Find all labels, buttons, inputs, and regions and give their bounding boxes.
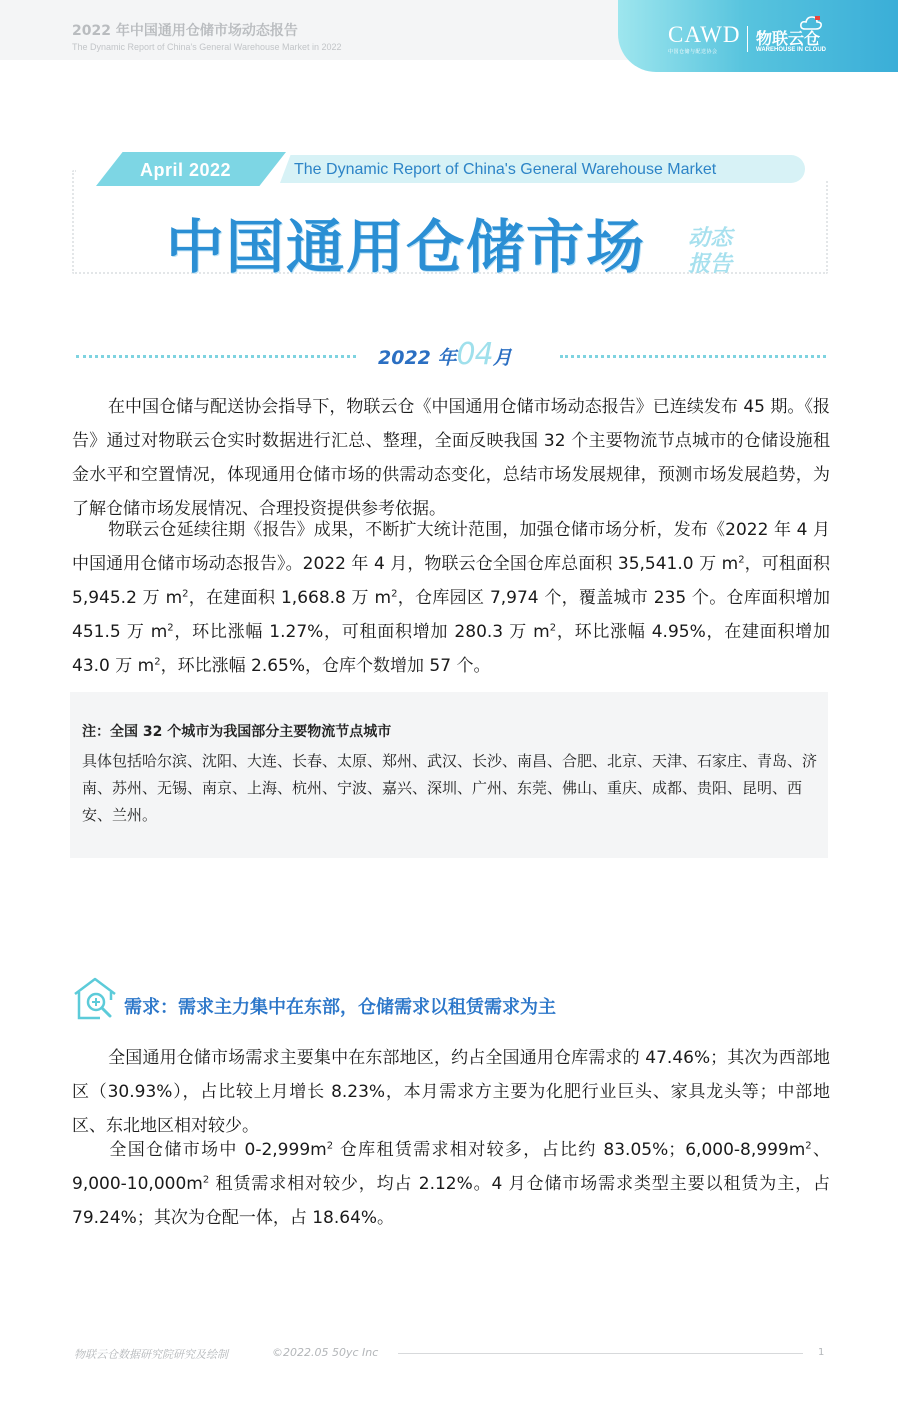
date-month: 04 <box>456 337 493 372</box>
main-title: 中国通用仓储市场 <box>166 213 647 281</box>
date-dots-left <box>76 355 356 358</box>
english-title: The Dynamic Report of China's General Warehouse Market <box>294 161 717 178</box>
date-month-suffix: 月 <box>492 347 512 369</box>
house-search-icon <box>72 976 118 1020</box>
logo-divider <box>747 26 748 52</box>
cawd-logo: CAWD <box>668 22 741 47</box>
side-title: 动态报告 <box>688 226 733 278</box>
footer-source: 物联云仓数据研究院研究及绘制 <box>74 1348 228 1361</box>
report-header-subtitle: The Dynamic Report of China's General Warehouse Market in 2022 <box>72 42 342 52</box>
demand-paragraph-2: 全国仓储市场中 $0-2,999m^2$ 仓库租赁需求相对较多，占比约 83.05%；$6,000-8,999m^2$、$9,000-10,000m^2$ 租赁需求相对较少，均占 2.12%。4 月仓储市场需求类型主要以租赁为主，占 79.24%；其次为仓配一体，占 18.64%。 <box>72 1140 830 1228</box>
footer-divider <box>398 1353 803 1354</box>
report-header-title: 2022 年中国通用仓储市场动态报告 <box>72 23 298 39</box>
intro-paragraph-2: 物联云仓延续往期《报告》成果，不断扩大统计范围，加强仓储市场分析，发布《2022 年 4 月中国通用仓储市场动态报告》。2022 年 4 月，物联云仓全国仓库总面积 35,541.0 万 $m^2$，可租面积 5,945.2 万 $m^2$，在建面积 1,668.8 万 $m^2$，仓库园区 7,974 个，覆盖城市 235 个。仓库面积增加 451.5 万 $m^2$，环比涨幅 1.27%，可租面积增加 280.3 万 $m^2$，环比涨幅 4.95%，在建面积增加 43.0 万 $m^2$，环比涨幅 2.65%，仓库个数增加 57 个。 <box>72 520 831 676</box>
note-title: 注：全国 32 个城市为我国部分主要物流节点城市 <box>82 724 392 740</box>
footer-copyright: ©2022.05 50yc Inc <box>272 1346 379 1359</box>
month-tag: April 2022 <box>140 160 232 180</box>
wlc-logo-subtitle: WAREHOUSE IN CLOUD <box>756 47 827 53</box>
report-date <box>378 337 512 372</box>
note-body: 具体包括哈尔滨、沈阳、大连、长春、太原、郑州、武汉、长沙、南昌、合肥、北京、天津、石家庄、青岛、济南、苏州、无锡、南京、上海、杭州、宁波、嘉兴、深圳、广州、东莞、佛山、重庆、成都、贵阳、昆明、西安、兰州。 <box>82 752 818 824</box>
demand-section-heading: 需求：需求主力集中在东部，仓储需求以租赁需求为主 <box>124 997 556 1018</box>
intro-paragraph-1: 在中国仓储与配送协会指导下，物联云仓《中国通用仓储市场动态报告》已连续发布 45 期。《报告》通过对物联云仓实时数据进行汇总、整理，全面反映我国 32 个主要物流节点城市的仓储设施租金水平和空置情况，体现通用仓储市场的供需动态变化，总结市场发展规律，预测市场发展趋势，为了解仓储市场发展情况、合理投资提供参考依据。 <box>72 397 830 519</box>
demand-paragraph-1: 全国通用仓储市场需求主要集中在东部地区，约占全国通用仓库需求的 47.46%；其次为西部地区（30.93%），占比较上月增长 8.23%，本月需求方主要为化肥行业巨头、家具龙头等；中部地区、东北地区相对较少。 <box>72 1048 830 1136</box>
date-year: 2022 年 <box>378 347 457 369</box>
page-number: 1 <box>818 1347 825 1358</box>
wlc-logo: 物联云仓 <box>756 29 821 48</box>
date-dots-right <box>560 355 826 358</box>
cawd-logo-subtitle: 中国仓储与配送协会 <box>668 49 718 55</box>
